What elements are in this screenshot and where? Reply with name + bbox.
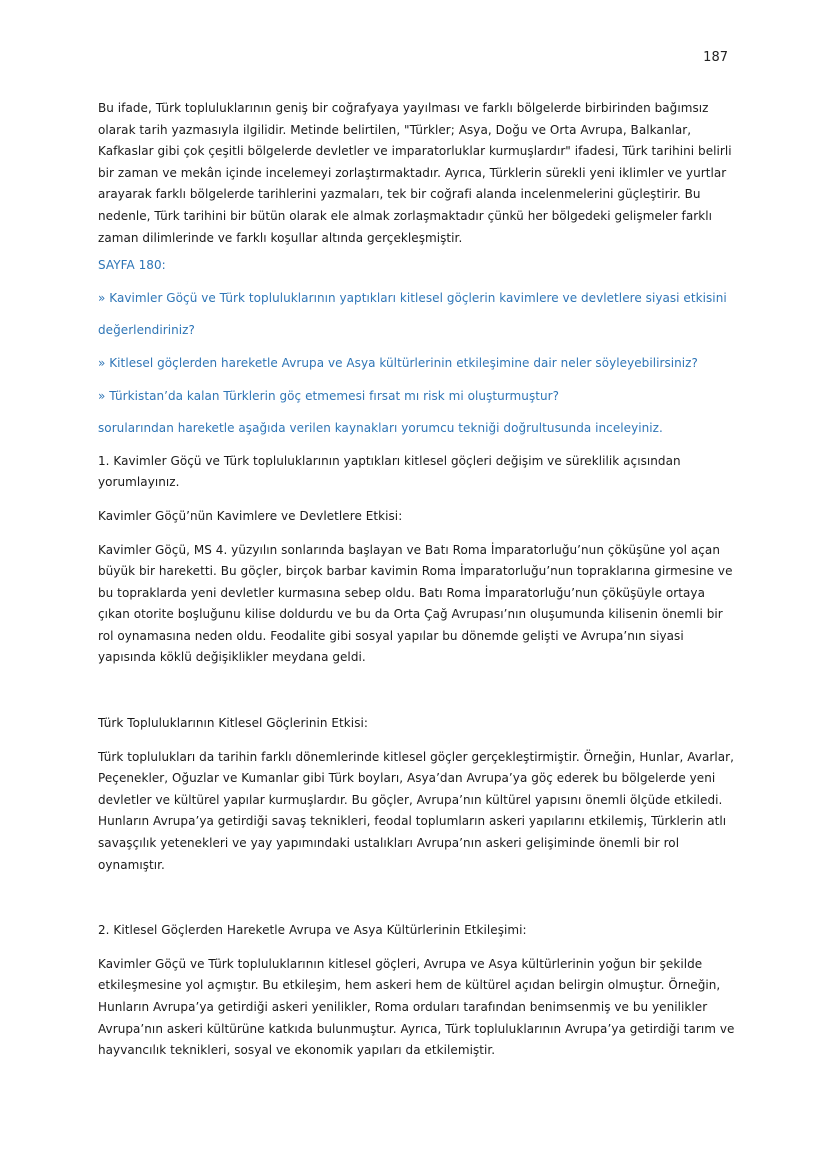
page-reference: SAYFA 180: xyxy=(98,258,166,273)
document-body xyxy=(98,98,738,1062)
intro-paragraph: Bu ifade, Türk topluluklarının geniş bir coğrafyaya yayılması ve farklı bölgelerde birbirinden bağımsız olarak tarih yazmasıyla ilgilidir. Metinde belirtilen, "Türkler; Asya, Doğu ve Orta Avrupa, Balkanlar, Kafkaslar gibi çok çeşitli bölgelerde devletler ve imparatorluklar kurmuşlardır" ifadesi, Türk tarihini belirli bir zaman ve mekân içinde incelemeyi zorlaştırmaktadır. Ayrıca, Türklerin sürekli yeni iklimler ve yurtlar arayarak farklı bölgelerde tarihlerini yazmaları, tek bir coğrafi alanda incelenmelerini güçleştirir. Bu nedenle, Türk tarihini bir bütün olarak ele almak zorlaşmaktadır çünkü her bölgedeki gelişmeler farklı zaman dilimlerinde ve farklı koşullar altında gerçekleşmiştir. xyxy=(98,101,732,245)
task-1-heading: 1. Kavimler Göçü ve Türk topluluklarının yaptıkları kitlesel göçleri değişim ve süreklilik açısından yorumlayınız. xyxy=(98,453,681,490)
question-2: » Kitlesel göçlerden hareketle Avrupa ve Asya kültürlerinin etkileşimine dair neler söyleyebilirsiniz? xyxy=(98,355,698,370)
task-1-subtitle-1: Kavimler Göçü’nün Kavimlere ve Devletlere Etkisi: xyxy=(98,508,403,523)
question-1-line-1: » Kavimler Göçü ve Türk topluluklarının yaptıkları kitlesel göçlerin kavimlere ve devletlere siyasi etkisini xyxy=(98,290,727,305)
spacer xyxy=(98,669,738,713)
task-1-subtitle-2: Türk Topluluklarının Kitlesel Göçlerinin Etkisi: xyxy=(98,716,368,731)
task-1-paragraph-1: Kavimler Göçü, MS 4. yüzyılın sonlarında başlayan ve Batı Roma İmparatorluğu’nun çöküşüne yol açan büyük bir hareketti. Bu göçler, birçok barbar kavimin Roma İmparatorluğu’nun topraklarına girmesine ve bu topraklarda yeni devletler kurmasına sebep oldu. Batı Roma İmparatorluğu’nun çöküşüyle ortaya çıkan otorite boşluğunu kilise doldurdu ve bu da Orta Çağ Avrupası’nın oluşumunda kilisenin önemli bir rol oynamasına neden oldu. Feodalite gibi sosyal yapılar bu dönemde gelişti ve Avrupa’nın siyasi yapısında köklü değişiklikler meydana geldi. xyxy=(98,542,733,665)
page-number: 187 xyxy=(703,50,728,65)
instruction-line: sorularından hareketle aşağıda verilen kaynakları yorumcu tekniği doğrultusunda inceleyiniz. xyxy=(98,421,663,436)
task-2-heading: 2. Kitlesel Göçlerden Hareketle Avrupa ve Asya Kültürlerinin Etkileşimi: xyxy=(98,923,527,938)
question-3: » Türkistan’da kalan Türklerin göç etmemesi fırsat mı risk mi oluşturmuştur? xyxy=(98,388,560,403)
spacer xyxy=(98,876,738,920)
task-2-paragraph: Kavimler Göçü ve Türk topluluklarının kitlesel göçleri, Avrupa ve Asya kültürlerinin yoğun bir şekilde etkileşmesine yol açmıştır. Bu etkileşim, hem askeri hem de kültürel açıdan belirgin olmuştur. Örneğin, Hunların Avrupa’ya getirdiği askeri yenilikler, Roma orduları tarafından benimsenmiş ve bu yenilikler Avrupa’nın askeri kültürüne katkıda bulunmuştur. Ayrıca, Türk topluluklarının Avrupa’ya getirdiği tarım ve hayvancılık teknikleri, sosyal ve ekonomik yapıları da etkilemiştir. xyxy=(98,956,735,1058)
question-1-line-2: değerlendiriniz? xyxy=(98,323,195,338)
questions-block xyxy=(98,255,738,440)
task-1-paragraph-2: Türk toplulukları da tarihin farklı dönemlerinde kitlesel göçler gerçekleştirmiştir. Örneğin, Hunlar, Avarlar, Peçenekler, Oğuzlar ve Kumanlar gibi Türk boyları, Asya’dan Avrupa’ya göç ederek bu bölgelerde yeni devletler ve kültürel yapılar kurmuşlardır. Bu göçler, Avrupa’nın kültürel yapısını önemli ölçüde etkiledi. Hunların Avrupa’ya getirdiği savaş teknikleri, feodal toplumların askeri yapılarını etkilemiş, Türklerin atlı savaşçılık yetenekleri ve yay yapımındaki ustalıkları Avrupa’nın askeri gelişiminde önemli bir rol oynamıştır. xyxy=(98,749,734,872)
